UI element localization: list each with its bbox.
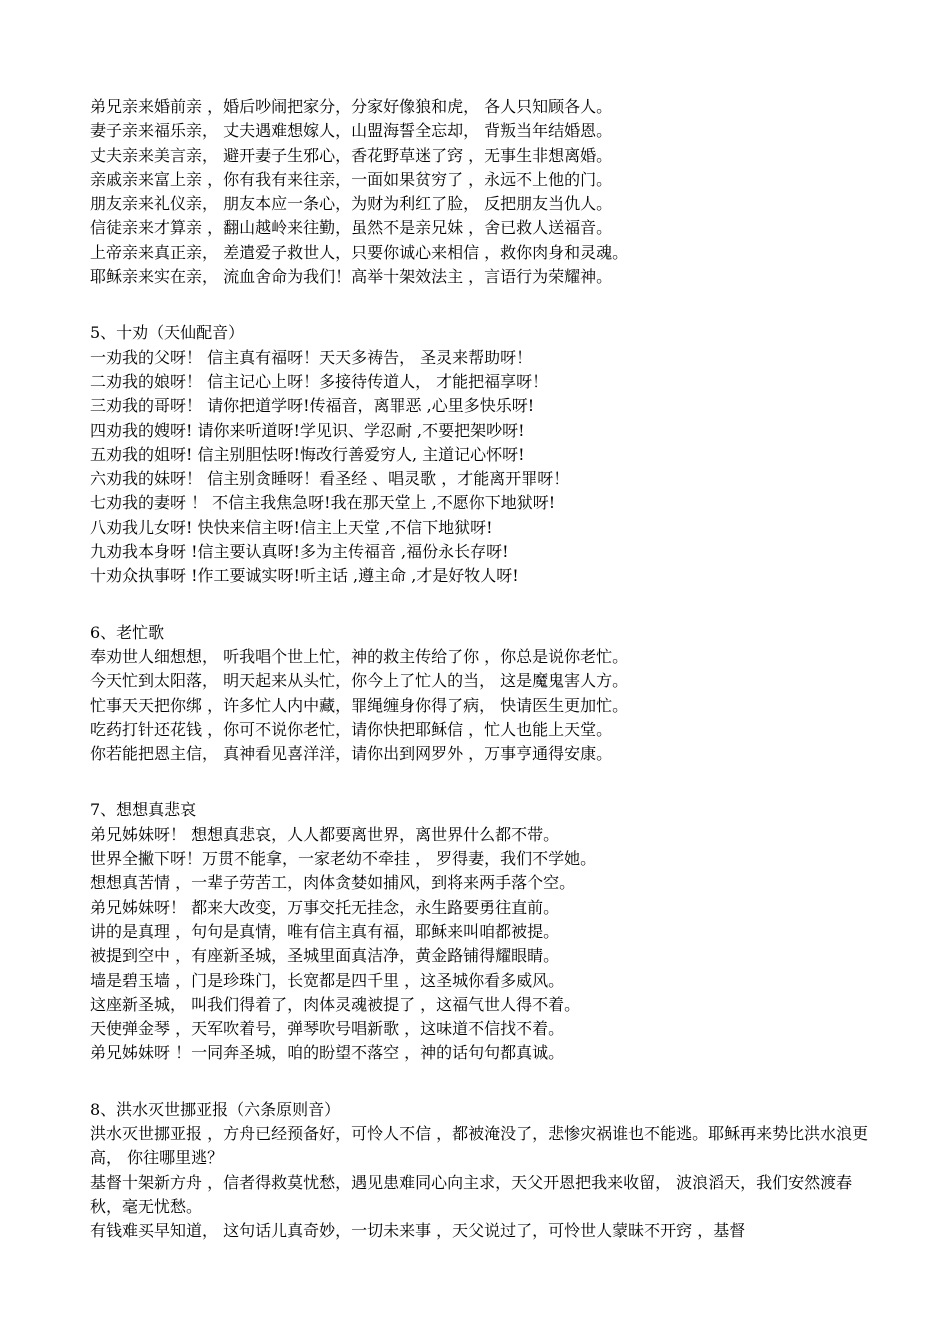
text-line: 耶稣亲来实在亲， 流血舍命为我们！高举十架效法主 ，言语行为荣耀神。 xyxy=(90,267,613,287)
text-line: 天使弹金琴 ，天军吹着号，弹琴吹号唱新歌 ，这味道不信找不着。 xyxy=(90,1019,565,1039)
text-line: 忙事天天把你绑 ，许多忙人内中藏，罪绳缠身你得了病， 快请医生更加忙。 xyxy=(90,695,629,715)
text-line: 九劝我本身呀 !信主要认真呀!多为主传福音 ,福份永长存呀! xyxy=(90,542,509,562)
text-line: 四劝我的嫂呀! 请你来听道呀!学见识、学忍耐 ,不要把架吵呀! xyxy=(90,420,525,440)
section-ten-exhortations xyxy=(90,321,870,588)
text-line: 弟兄姊妹呀！ 想想真悲哀，人人都要离世界，离世界什么都不带。 xyxy=(90,824,560,844)
text-line: 奉劝世人细想想， 听我唱个世上忙，神的救主传给了你 ，你总是说你老忙。 xyxy=(90,646,629,666)
text-line: 今天忙到太阳落， 明天起来从头忙，你今上了忙人的当， 这是魔鬼害人方。 xyxy=(90,671,629,691)
text-line: 上帝亲来真正亲， 差遣爱子救世人，只要你诚心来相信 ，救你肉身和灵魂。 xyxy=(90,242,629,262)
text-line: 被提到空中 ，有座新圣城，圣城里面真洁净，黄金路铺得耀眼睛。 xyxy=(90,946,560,966)
text-line: 五劝我的姐呀! 信主别胆怯呀!悔改行善爱穷人, 主道记心怀呀! xyxy=(90,444,525,464)
text-line: 讲的是真理 ，句句是真情，唯有信主真有福，耶稣来叫咱都被提。 xyxy=(90,921,560,941)
section-title: 5、十劝（天仙配音） xyxy=(90,323,245,343)
text-line: 朋友亲来礼仪亲， 朋友本应一条心，为财为利红了脸， 反把朋友当仇人。 xyxy=(90,194,613,214)
text-line: 吃药打针还花钱 ，你可不说你老忙，请你快把耶稣信 ，忙人也能上天堂。 xyxy=(90,719,613,739)
document-page xyxy=(90,95,870,1275)
text-paragraph: 基督十架新方舟 ，信者得救莫忧愁，遇见患难同心向主求，天父开恩把我来收留， 波浪滔天，我们安然渡春秋，毫无忧愁。 xyxy=(90,1172,853,1216)
text-line: 十劝众执事呀 !作工要诚实呀!听主话 ,遵主命 ,才是好牧人呀! xyxy=(90,566,519,586)
text-line: 这座新圣城， 叫我们得着了，肉体灵魂被提了 ，这福气世人得不着。 xyxy=(90,994,581,1014)
text-line: 你若能把恩主信， 真神看见喜洋洋，请你出到网罗外 ，万事亨通得安康。 xyxy=(90,744,613,764)
text-line: 墙是碧玉墙 ，门是珍珠门，长宽都是四千里 ，这圣城你看多威风。 xyxy=(90,970,565,990)
section-busy-song xyxy=(90,621,870,767)
text-line: 亲戚亲来富上亲 ，你有我有来往亲，一面如果贫穷了 ，永远不上他的门。 xyxy=(90,169,613,189)
text-line: 信徒亲来才算亲 ，翻山越岭来往勤，虽然不是亲兄妹 ，舍已救人送福音。 xyxy=(90,218,613,238)
section-sorrow xyxy=(90,798,870,1065)
text-line: 六劝我的妹呀！ 信主别贪睡呀！看圣经 、唱灵歌 ，才能离开罪呀！ xyxy=(90,469,570,489)
text-line: 弟兄姊妹呀！ 都来大改变，万事交托无挂念，永生路要勇往直前。 xyxy=(90,897,560,917)
text-line: 想想真苦情 ，一辈子劳苦工，肉体贪婪如捕风，到将来两手落个空。 xyxy=(90,873,576,893)
intro-block xyxy=(90,95,870,289)
text-line: 二劝我的娘呀！ 信主记心上呀！多接待传道人， 才能把福享呀！ xyxy=(90,371,549,391)
text-line: 弟兄亲来婚前亲 ，婚后吵闹把家分，分家好像狼和虎， 各人只知顾各人。 xyxy=(90,97,613,116)
text-line: 一劝我的父呀！ 信主真有福呀！天天多祷告， 圣灵来帮助呀！ xyxy=(90,347,533,367)
section-title: 6、老忙歌 xyxy=(90,622,165,642)
text-line: 丈夫亲来美言亲， 避开妻子生邪心，香花野草迷了窍 ，无事生非想离婚。 xyxy=(90,145,613,165)
text-line: 世界全撇下呀！万贯不能拿，一家老幼不牵挂 ， 罗得妻，我们不学她。 xyxy=(90,849,597,869)
text-paragraph: 有钱难买早知道， 这句话儿真奇妙，一切未来事 ，天父说过了，可怜世人蒙昧不开窍 ，基督 xyxy=(90,1221,746,1241)
text-line: 妻子亲来福乐亲， 丈夫遇难想嫁人，山盟海誓全忘却， 背叛当年结婚恩。 xyxy=(90,121,613,141)
text-line: 弟兄姊妹呀 ！一同奔圣城，咱的盼望不落空 ，神的话句句都真诚。 xyxy=(90,1043,565,1063)
text-line: 七劝我的妻呀 ！ 不信主我焦急呀!我在那天堂上 ,不愿你下地狱呀! xyxy=(90,493,556,513)
text-paragraph: 洪水灭世挪亚报 ，方舟已经预备好，可怜人不信 ，都被淹没了，悲惨灾祸谁也不能逃。耶稣再来势比洪水浪更高， 你往哪里逃？ xyxy=(90,1123,869,1168)
text-line: 八劝我儿女呀! 快快来信主呀!信主上天堂 ,不信下地狱呀! xyxy=(90,517,493,537)
text-line: 三劝我的哥呀！ 请你把道学呀!传福音，离罪恶 ,心里多快乐呀! xyxy=(90,396,535,416)
section-flood xyxy=(90,1098,870,1244)
section-title: 7、想想真悲哀 xyxy=(90,800,197,820)
section-title: 8、洪水灭世挪亚报（六条原则音） xyxy=(90,1099,341,1119)
